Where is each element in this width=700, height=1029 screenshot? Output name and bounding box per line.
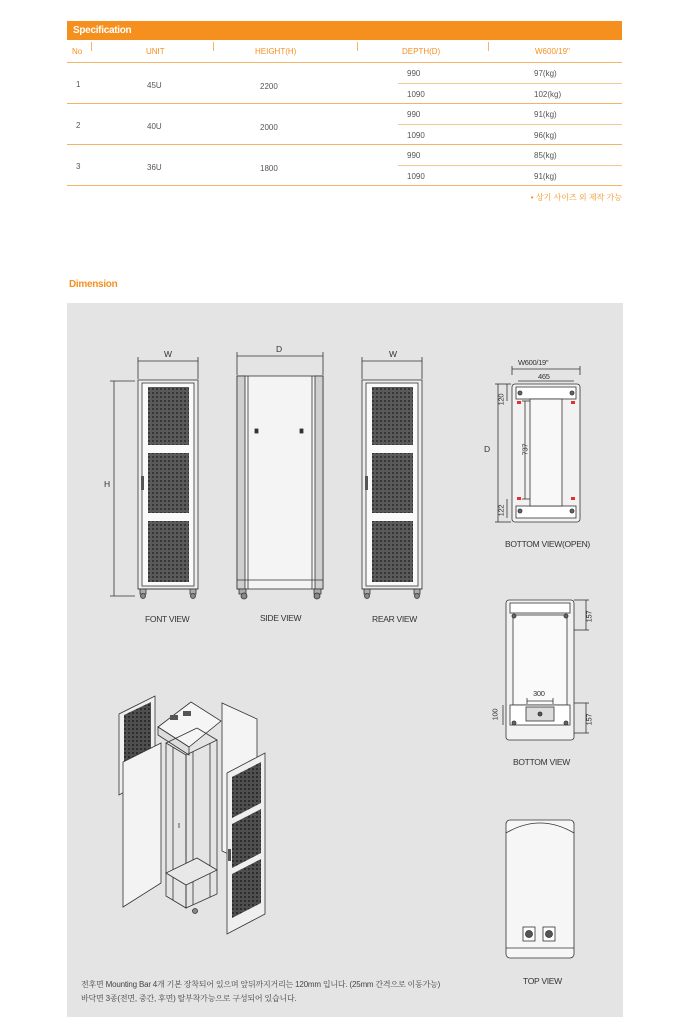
row-weight: 91(kg) — [534, 110, 557, 119]
bottom-open-view-drawing — [495, 366, 580, 522]
row-unit: 36U — [147, 163, 162, 172]
row-depth: 990 — [407, 69, 421, 78]
row-unit: 40U — [147, 122, 162, 131]
row-depth: 990 — [407, 151, 421, 160]
row-depth: 990 — [407, 110, 421, 119]
row-depth: 1090 — [407, 131, 425, 140]
bottom-view-drawing — [503, 600, 589, 740]
rear-view-drawing — [362, 357, 422, 599]
top-view-label: TOP VIEW — [523, 976, 562, 986]
row-no: 2 — [76, 121, 81, 130]
table-row — [67, 104, 622, 145]
dim-side-bottom: 157 — [584, 713, 594, 726]
row-weight: 85(kg) — [534, 151, 557, 160]
front-view-drawing — [110, 357, 198, 599]
row-weight: 91(kg) — [534, 172, 557, 181]
col-depth: DEPTH(D) — [402, 47, 441, 56]
depth-mark: D — [484, 444, 490, 454]
row-weight: 97(kg) — [534, 69, 557, 78]
dim-bottom-gap: 122 — [496, 504, 506, 517]
dim-inner-width: 465 — [538, 372, 550, 381]
height-mark: H — [104, 479, 110, 489]
spec-column-header — [67, 40, 622, 63]
row-depth: 1090 — [407, 172, 425, 181]
bottom-open-view-label: BOTTOM VIEW(OPEN) — [505, 539, 590, 549]
row-no: 1 — [76, 80, 81, 89]
row-unit: 45U — [147, 81, 162, 90]
side-view-label: SIDE VIEW — [260, 613, 302, 623]
col-no: No — [72, 47, 83, 56]
col-unit: UNIT — [146, 47, 165, 56]
row-no: 3 — [76, 162, 81, 171]
dimension-note: 전후면 Mounting Bar 4개 기본 장착되어 있으며 앞뒤까지거리는 120mm 입니다. (25mm 간격으로 이동가능) — [81, 980, 441, 989]
spec-table — [67, 40, 622, 186]
row-depth: 1090 — [407, 90, 425, 99]
dim-left: 100 — [490, 708, 500, 721]
col-weight: W600/19" — [535, 47, 570, 56]
width-mark: W — [164, 349, 172, 359]
dimension-panel — [67, 303, 623, 1017]
dimension-title: Dimension — [69, 279, 118, 290]
table-row — [67, 63, 622, 104]
col-height: HEIGHT(H) — [255, 47, 297, 56]
table-row — [67, 145, 622, 186]
dim-middle: 737 — [520, 443, 530, 456]
dim-width-label: W600/19" — [518, 358, 549, 367]
row-weight: 102(kg) — [534, 90, 562, 99]
spec-note: • 상기 사이즈 외 제작 가능 — [530, 193, 622, 202]
row-height: 2200 — [260, 82, 278, 91]
spec-title: Specification — [67, 21, 622, 40]
rear-view-label: REAR VIEW — [372, 614, 418, 624]
exploded-view-drawing — [119, 696, 265, 934]
width-mark: W — [389, 349, 397, 359]
row-height: 2000 — [260, 123, 278, 132]
top-view-drawing — [506, 820, 574, 958]
dim-side-top: 157 — [584, 610, 594, 623]
side-view-drawing — [237, 352, 323, 599]
dim-center: 300 — [533, 689, 545, 698]
row-height: 1800 — [260, 164, 278, 173]
dimension-note: 바닥면 3종(전면, 중간, 후면) 탈부착가능으로 구성되어 있습니다. — [81, 994, 297, 1003]
dimension-drawings — [67, 303, 623, 1017]
row-weight: 96(kg) — [534, 131, 557, 140]
bottom-view-label: BOTTOM VIEW — [513, 757, 570, 767]
dim-top-gap: 120 — [496, 393, 506, 406]
depth-mark: D — [276, 344, 282, 354]
front-view-label: FONT VIEW — [145, 614, 190, 624]
